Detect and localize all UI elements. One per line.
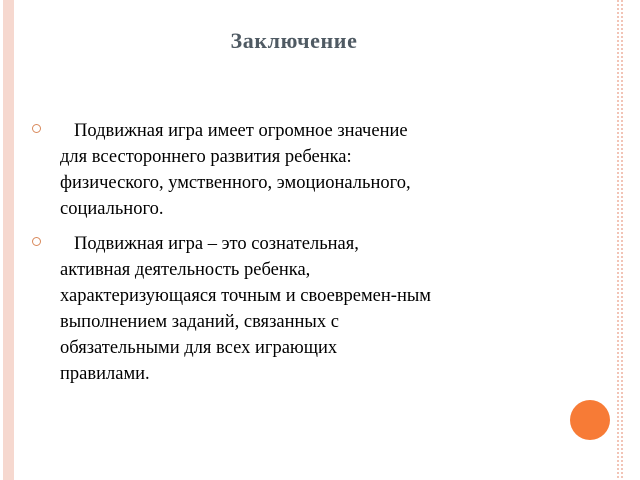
right-border-dotted-line — [617, 0, 619, 480]
slide-title: Заключение — [230, 28, 358, 53]
bullet-circle-icon — [32, 237, 41, 246]
left-border-stripe — [3, 0, 14, 480]
bullet-text: Подвижная игра имеет огромное значение для всестороннего развития ребенка: физического, умственного, эмоционального, социального. — [60, 121, 411, 219]
right-border-dotted-line-2 — [621, 0, 623, 480]
orange-circle-decoration — [570, 400, 610, 440]
bullet-item — [32, 231, 572, 387]
bullet-list — [32, 118, 572, 396]
bullet-circle-icon — [32, 124, 41, 133]
bullet-text: Подвижная игра – это сознательная, активная деятельность ребенка, характеризующаяся точным и своевремен-ным выполнением заданий, связанных с обязательными для всех играющих правилами. — [60, 234, 431, 384]
bullet-item — [32, 118, 572, 222]
